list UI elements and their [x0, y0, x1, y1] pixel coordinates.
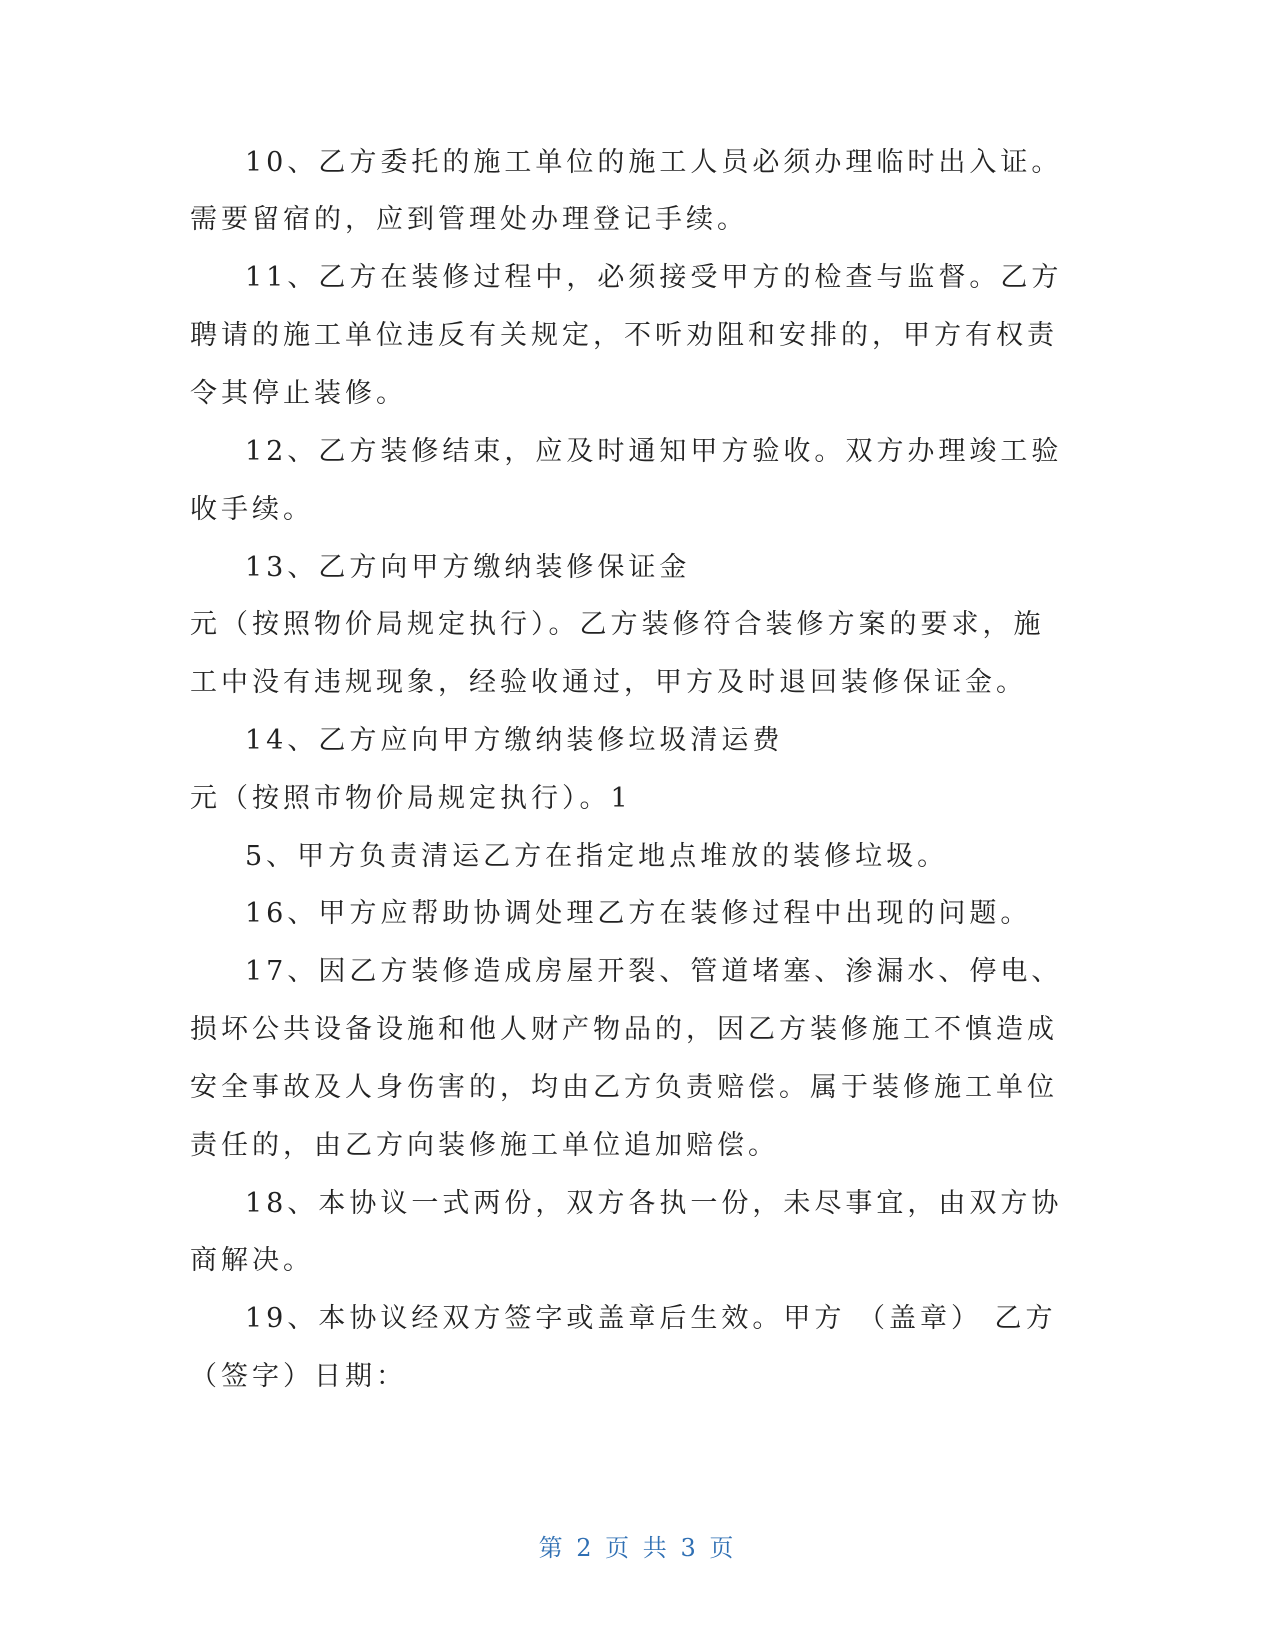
page-number-footer: 第 2 页 共 3 页	[538, 1534, 737, 1562]
text-line: （签字）日期：	[190, 1361, 407, 1392]
text-line: 元（按照物价局规定执行）。乙方装修符合装修方案的要求，施	[190, 609, 1045, 640]
text-line: 工中没有违规现象，经验收通过，甲方及时退回装修保证金。	[190, 667, 1027, 698]
text-line: 19、本协议经双方签字或盖章后生效。甲方 （盖章） 乙方	[245, 1303, 1057, 1334]
text-line: 元（按照市物价局规定执行）。1	[190, 783, 632, 814]
text-line: 18、本协议一式两份，双方各执一份，未尽事宜，由双方协	[245, 1188, 1063, 1219]
text-line: 收手续。	[190, 494, 314, 525]
text-line: 聘请的施工单位违反有关规定，不听劝阻和安排的，甲方有权责	[190, 320, 1058, 351]
text-line: 商解决。	[190, 1245, 314, 1276]
text-line: 责任的，由乙方向装修施工单位追加赔偿。	[190, 1130, 779, 1161]
text-line: 10、乙方委托的施工单位的施工人员必须办理临时出入证。	[245, 147, 1063, 178]
text-line: 17、因乙方装修造成房屋开裂、管道堵塞、渗漏水、停电、	[245, 956, 1063, 987]
text-line: 需要留宿的，应到管理处办理登记手续。	[190, 204, 748, 235]
text-line: 损坏公共设备设施和他人财产物品的，因乙方装修施工不慎造成	[190, 1014, 1058, 1045]
text-line: 11、乙方在装修过程中，必须接受甲方的检查与监督。乙方	[245, 262, 1063, 293]
text-line: 令其停止装修。	[190, 378, 407, 409]
text-line: 12、乙方装修结束，应及时通知甲方验收。双方办理竣工验	[245, 436, 1063, 467]
text-line: 14、乙方应向甲方缴纳装修垃圾清运费	[245, 725, 784, 756]
text-line: 5、甲方负责清运乙方在指定地点堆放的装修垃圾。	[245, 841, 949, 872]
text-line: 16、甲方应帮助协调处理乙方在装修过程中出现的问题。	[245, 898, 1032, 929]
text-line: 安全事故及人身伤害的，均由乙方负责赔偿。属于装修施工单位	[190, 1072, 1058, 1103]
text-line: 13、乙方向甲方缴纳装修保证金	[245, 552, 691, 583]
